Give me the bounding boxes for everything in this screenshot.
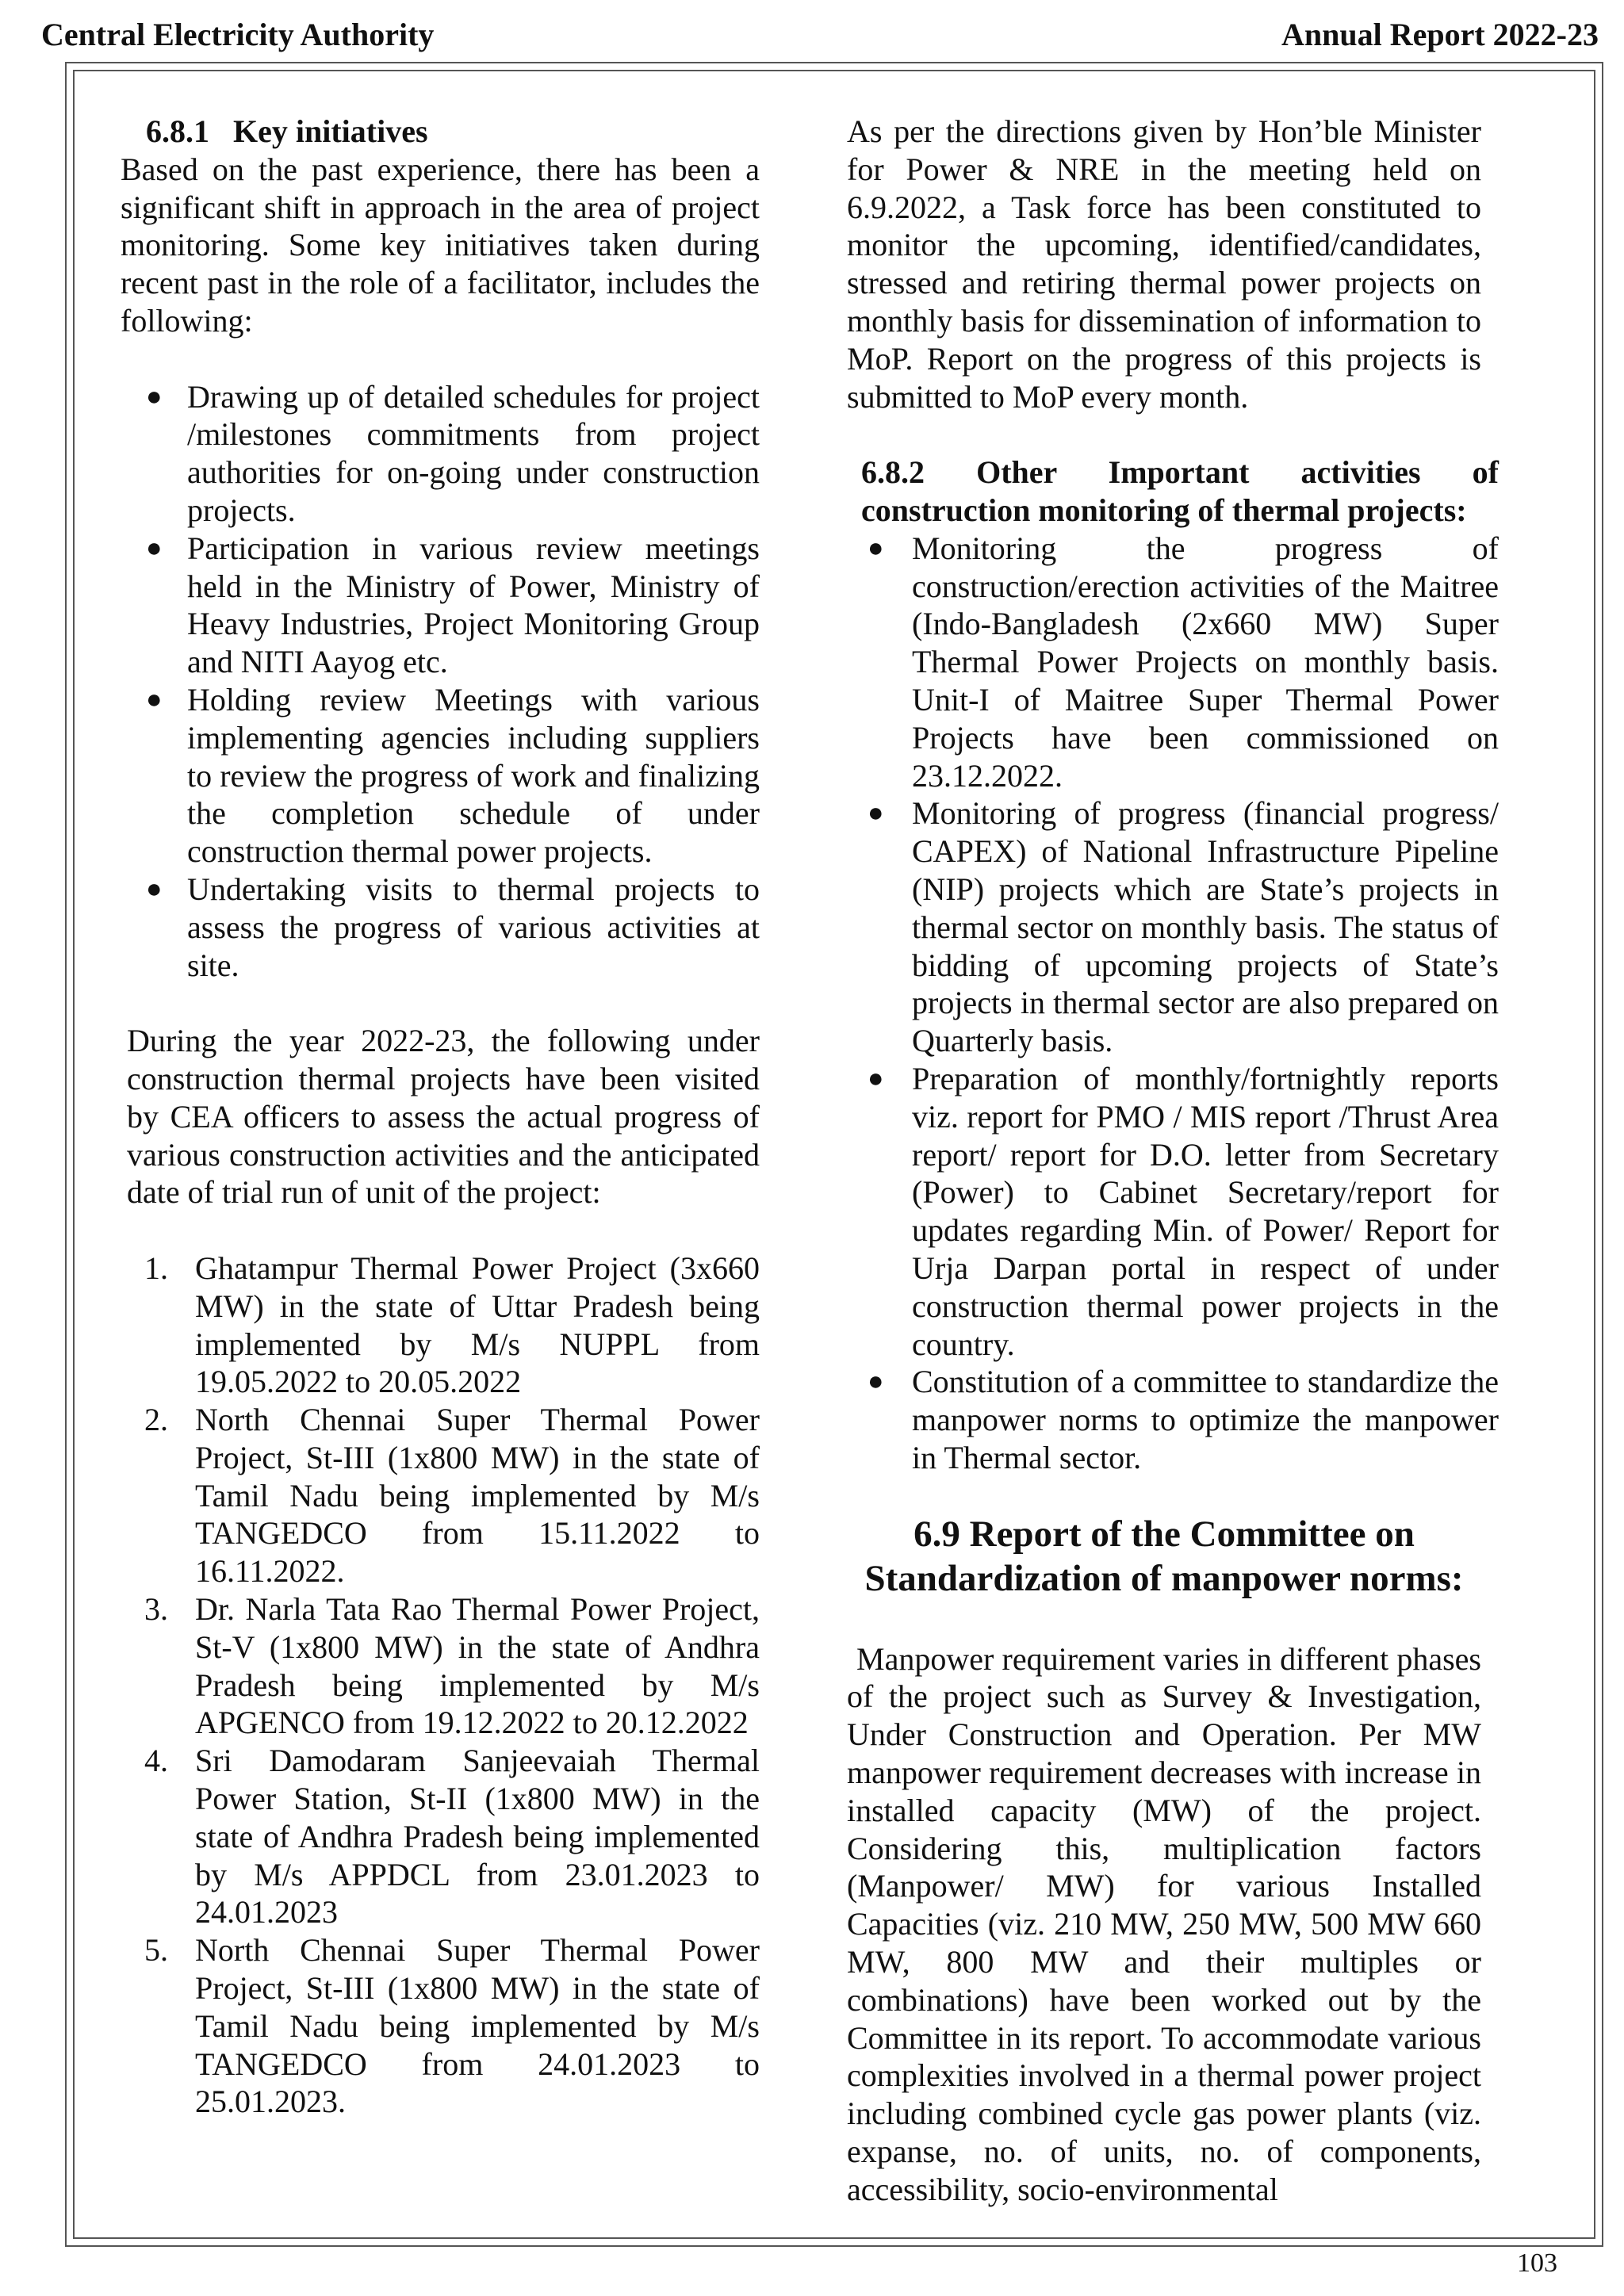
bullet-icon: ● (146, 533, 163, 563)
left-column (121, 113, 760, 2121)
bullet-icon: ● (868, 1063, 884, 1093)
bullet-icon: ● (146, 874, 163, 904)
list-item: ● Constitution of a committee to standardize the manpower norms to optimize the manpower in Thermal sector. (868, 1364, 1499, 1475)
manpower-paragraph: Manpower requirement varies in different phases of the project such as Survey & Investigation, Under Construction and Operation. Per MW manpower requirement decreases with increase in installed capacity (MW) of the project. Considering this, multiplication factors (Manpower/ MW) for various Installed Capacities (viz. 210 MW, 250 MW, 500 MW 660 MW, 800 MW and their multiples or combinations) have been worked out by the Committee in its report. To accommodate various complexities involved in a thermal power project including combined cycle gas power plants (viz. expanse, no. of units, no. of components, accessibility, socio-environmental (847, 1640, 1481, 2207)
right-column (847, 113, 1499, 2209)
page-number: 103 (1517, 2248, 1557, 2278)
visits-intro: During the year 2022-23, the following under construction thermal projects have been visited by CEA officers to assess the actual progress of various construction activities and the anticipated date of trial run of unit of the project: (127, 1023, 760, 1211)
bullet-icon: ● (146, 684, 163, 714)
list-item: ● Monitoring of progress (financial progress/ CAPEX) of National Infrastructure Pipeline (NIP) projects which are State’s projects in thermal sector on monthly basis. The status of bidding of upcoming projects of State’s projects in thermal sector are also prepared on Quarterly basis. (868, 795, 1499, 1059)
list-item: 1. Ghatampur Thermal Power Project (3x660 MW) in the state of Uttar Pradesh being implemented by M/s NUPPL from 19.05.2022 to 20.05.2022 (144, 1249, 760, 1400)
list-item: ● Holding review Meetings with various implementing agencies including suppliers to review the progress of work and finalizing the completion schedule of under construction thermal power projects. (146, 681, 760, 870)
list-item: ● Undertaking visits to thermal projects to assess the progress of various activities at site. (146, 871, 760, 983)
list-item: ● Preparation of monthly/fortnightly reports viz. report for PMO / MIS report /Thrust Area report/ report for D.O. letter from Secretary (Power) to Cabinet Secretary/report for updates regarding Min. of Power/ Report for Urja Darpan portal in respect of under construction thermal power projects in the country. (868, 1060, 1499, 1362)
key-initiatives-list (121, 378, 760, 985)
header-org: Central Electricity Authority (41, 17, 435, 52)
header-report-title: Annual Report 2022-23 (1281, 17, 1599, 52)
bullet-icon: ● (868, 1367, 884, 1397)
section-heading-6-8-2: 6.8.2 Other Important activities of construction monitoring of thermal projects: (861, 454, 1499, 528)
task-force-paragraph: As per the directions given by Hon’ble Minister for Power & NRE in the meeting held on 6.9.2022, a Task force has been constituted to monitor the upcoming, identified/candidates, stressed and retiring thermal power projects on monthly basis for dissemination of information to MoP. Report on the progress of this projects is submitted to MoP every month. (847, 113, 1481, 415)
section-heading-6-8-1: 6.8.1 Key initiatives (146, 113, 428, 149)
list-item: 3. Dr. Narla Tata Rao Thermal Power Project, St-V (1x800 MW) in the state of Andhra Pradesh being implemented by M/s APGENCO from 19.12.2022 to 20.12.2022 (144, 1591, 760, 1741)
bullet-icon: ● (868, 533, 884, 563)
bullet-icon: ● (868, 798, 884, 828)
section-heading-6-9: 6.9 Report of the Committee on Standardization of manpower norms: (864, 1513, 1464, 1599)
bullet-icon: ● (146, 381, 163, 411)
key-initiatives-intro: Based on the past experience, there has been a significant shift in approach in the area of project monitoring. Some key initiatives taken during recent past in the role of a facilitator, includes the following: (121, 151, 760, 339)
list-item: ● Drawing up of detailed schedules for project /milestones commitments from project authorities for on-going under construction projects. (146, 378, 760, 528)
list-item: ● Monitoring the progress of construction/erection activities of the Maitree (Indo-Bangladesh (2x660 MW) Super Thermal Power Projects on monthly basis. Unit-I of Maitree Super Thermal Power Projects have been commissioned on 23.12.2022. (868, 530, 1499, 794)
list-item: 2. North Chennai Super Thermal Power Project, St-III (1x800 MW) in the state of Tamil Nadu being implemented by M/s TANGEDCO from 15.11.2022 to 16.11.2022. (144, 1402, 760, 1590)
visits-list (121, 1249, 760, 2121)
other-activities-list (847, 530, 1499, 1477)
list-item: 4. Sri Damodaram Sanjeevaiah Thermal Power Station, St-II (1x800 MW) in the state of Andhra Pradesh being implemented by M/s APPDCL from 23.01.2023 to 24.01.2023 (144, 1743, 760, 1931)
list-item: 5. North Chennai Super Thermal Power Project, St-III (1x800 MW) in the state of Tamil Nadu being implemented by M/s TANGEDCO from 24.01.2023 to 25.01.2023. (144, 1932, 760, 2120)
list-item: ● Participation in various review meetings held in the Ministry of Power, Ministry of Heavy Industries, Project Monitoring Group and NITI Aayog etc. (146, 530, 760, 680)
